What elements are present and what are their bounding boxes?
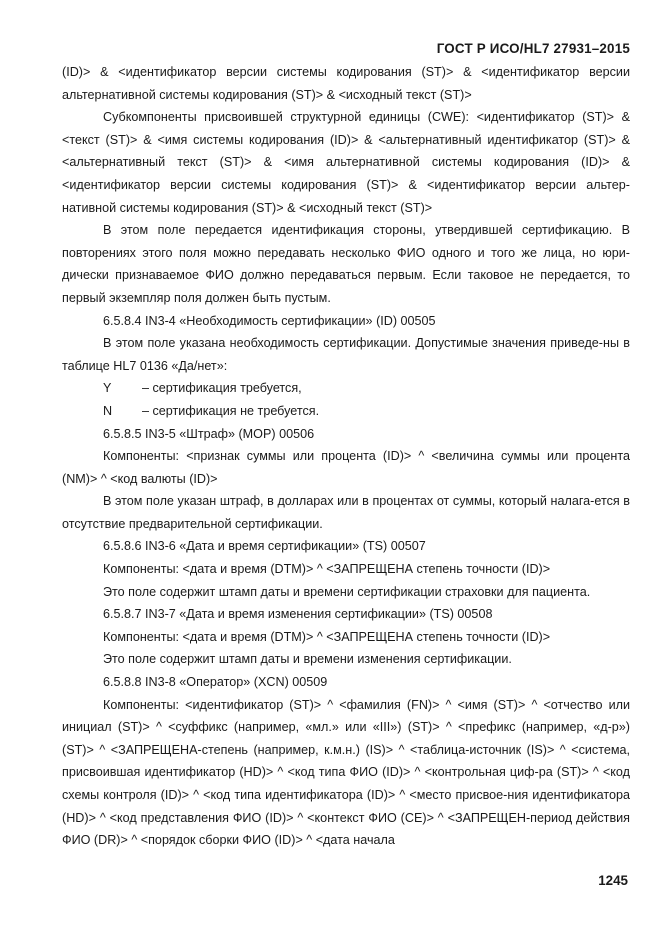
- section-heading-in3-4: 6.5.8.4 IN3-4 «Необходимость сертификации» (ID) 00505: [103, 313, 436, 328]
- paragraph-in3-4-description: В этом поле указана необходимость сертификации. Допустимые значения приведе-ны в таблице HL7 0136 «Да/нет»:: [62, 336, 630, 373]
- paragraph-in3-6-components: Компоненты: <дата и время (DTM)> ^ <ЗАПРЕЩЕНА степень точности (ID)>: [103, 562, 551, 577]
- page-number: 1245: [598, 873, 628, 888]
- paragraph-in3-5-components: Компоненты: <признак суммы или процента (ID)> ^ <величина суммы или процента (NM)> ^ <код валюты (ID)>: [62, 449, 630, 486]
- section-heading-in3-7: 6.5.8.7 IN3-7 «Дата и время изменения сертификации» (TS) 00508: [103, 607, 493, 622]
- section-heading-in3-5: 6.5.8.5 IN3-5 «Штраф» (MOP) 00506: [103, 426, 315, 441]
- list-item-key: Y: [103, 381, 112, 396]
- paragraph-in3-7-components: Компоненты: <дата и время (DTM)> ^ <ЗАПРЕЩЕНА степень точности (ID)>: [103, 629, 551, 644]
- list-item-value: – сертификация не требуется.: [142, 403, 320, 418]
- list-item-value: – сертификация требуется,: [142, 381, 302, 396]
- paragraph-in3-5-description: В этом поле указан штраф, в долларах или в процентах от суммы, который налага-ется в отсутствие предварительной сертификации.: [62, 494, 630, 531]
- paragraph-cwe-subcomponents: Субкомпоненты присвоившей структурной единицы (CWE): <идентификатор (ST)> & <текст (ST)> & <имя системы кодирования (ID)> & <альтернативный идентификатор (ST)> & <альтернативный текст (ST)> & <имя альтернативной системы кодирования (ID)> & <идентификатор версии системы кодирования (ST)> & <идентификатор версии альтер-нативной системы кодирования (ST)> & <исходный текст (ST)>: [62, 110, 630, 215]
- list-item-n: [62, 400, 630, 423]
- document-header-standard: ГОСТ Р ИСО/HL7 27931–2015: [436, 41, 630, 56]
- list-item-key: N: [103, 403, 113, 418]
- paragraph-in3-6-description: Это поле содержит штамп даты и времени сертификации страховки для пациента.: [103, 584, 591, 599]
- list-item-y: [62, 377, 630, 400]
- paragraph-identification: В этом поле передается идентификация стороны, утвердившей сертификацию. В повторениях этого поля можно передавать несколько ФИО одного и того же лица, но юри-дически признаваемое ФИО должно передаваться первым. Если таковое не передается, то первый экземпляр поля должен быть пустым.: [62, 223, 630, 305]
- section-heading-in3-6: 6.5.8.6 IN3-6 «Дата и время сертификации» (TS) 00507: [103, 539, 426, 554]
- paragraph-in3-7-description: Это поле содержит штамп даты и времени изменения сертификации.: [103, 652, 512, 667]
- paragraph-in3-8-components: Компоненты: <идентификатор (ST)> ^ <фамилия (FN)> ^ <имя (ST)> ^ <отчество или инициал (ST)> ^ <суффикс (например, «мл.» или «III») (ST)> ^ <префикс (например, «д-р») (ST)> ^ <ЗАПРЕЩЕНА-степень (например, к.м.н.) (IS)> ^ <таблица-источник (IS)> ^ <система, присвоившая идентификатор (HD)> ^ <код типа ФИО (ID)> ^ <контрольная циф-ра (ST)> ^ <код схемы контроля (ID)> ^ <код типа идентификатора (ID)> ^ <место присвое-ния идентификатора (HD)> ^ <код представления ФИО (ID)> ^ <контекст ФИО (CE)> ^ <ЗАПРЕЩЕН-период действия ФИО (DR)> ^ <порядок сборки ФИО (ID)> ^ <дата начала: [62, 697, 630, 848]
- document-body: [62, 61, 630, 852]
- paragraph-continuation: (ID)> & <идентификатор версии системы кодирования (ST)> & <идентификатор версии альтернативной системы кодирования (ST)> & <исходный текст (ST)>: [62, 65, 630, 102]
- section-heading-in3-8: 6.5.8.8 IN3-8 «Оператор» (XCN) 00509: [103, 675, 328, 690]
